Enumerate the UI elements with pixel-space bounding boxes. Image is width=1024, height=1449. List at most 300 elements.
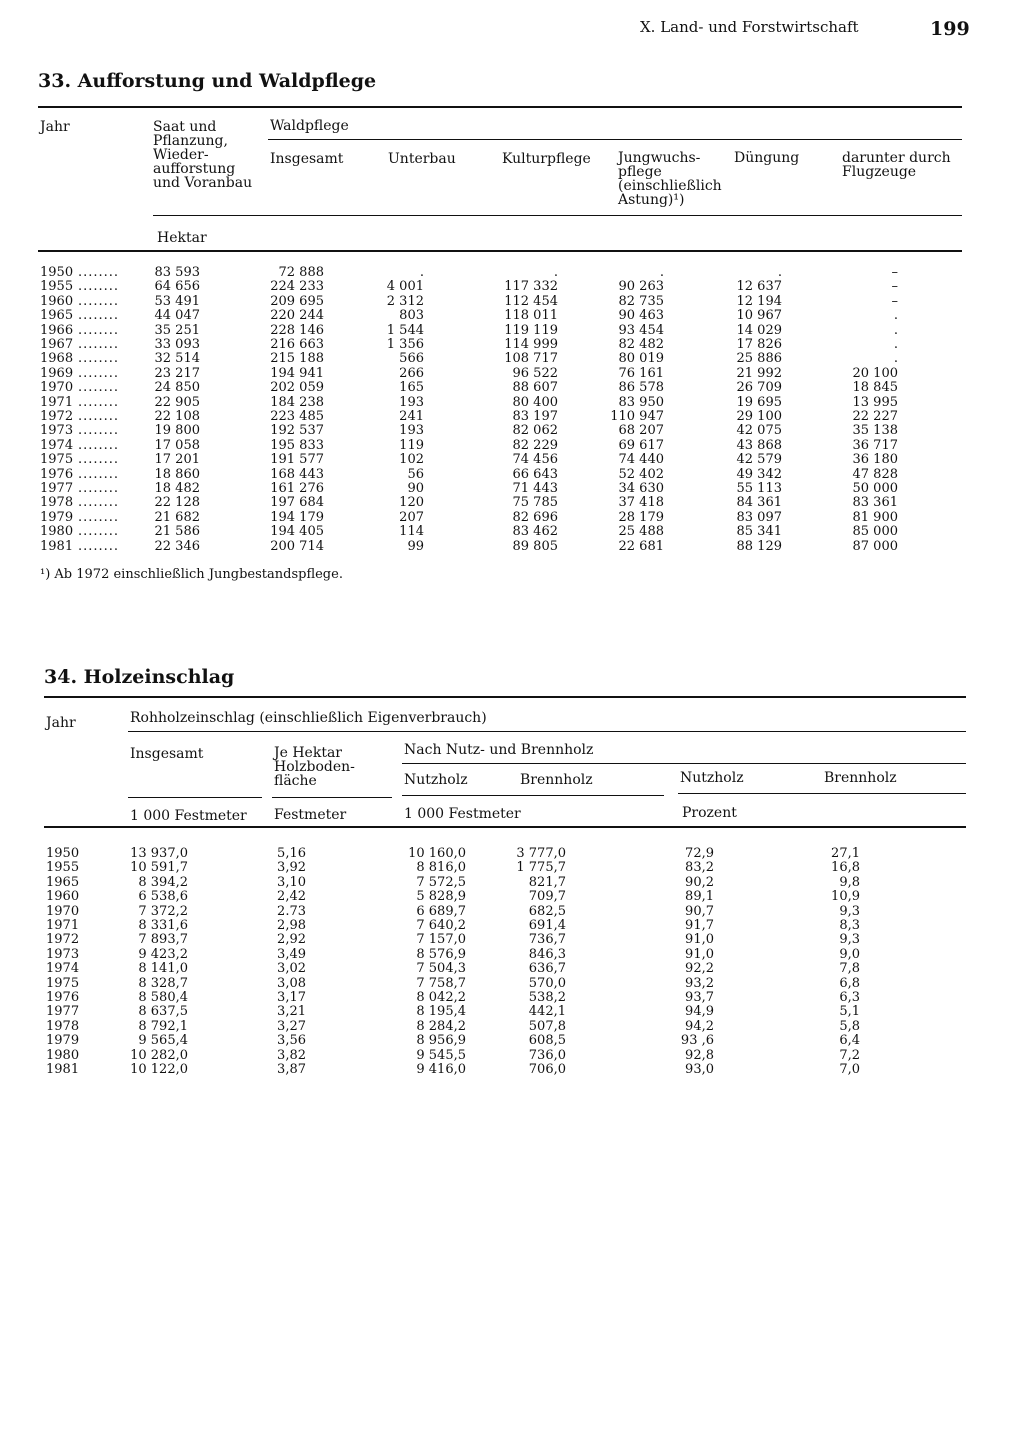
t34-brennholz-cell: 706,0: [528, 1062, 566, 1077]
t33-insgesamt-cell: 216 663: [270, 337, 324, 352]
t33-kulturpflege-cell: 74 456: [512, 452, 558, 468]
t34-nutzholz-cell: 8 195,4: [416, 1004, 466, 1020]
t34-brennholz-cell: 682,5: [528, 903, 566, 919]
page-number: 199: [930, 18, 970, 40]
t33-insgesamt-cell: 161 276: [270, 481, 324, 496]
t33-duengung-cell: 49 342: [736, 466, 782, 482]
t33-unit-hektar: Hektar: [157, 230, 207, 246]
t34-unit-fm: Festmeter: [274, 807, 347, 823]
t33-flugzeuge-cell: .: [893, 351, 898, 367]
t34-unit-fm1000b: 1 000 Festmeter: [404, 806, 521, 822]
t33-kulturpflege-cell: .: [553, 265, 558, 280]
t34-unit-prozent: Prozent: [682, 805, 737, 821]
t34-nutzholz-cell: 9 416,0: [416, 1062, 466, 1077]
t33-duengung-cell: 17 826: [736, 337, 782, 352]
t33-year: 1979: [40, 509, 74, 525]
table-34-title: 34. Holzeinschlag: [44, 666, 235, 688]
t34-brennholz-cell: 691,4: [528, 918, 566, 933]
t33-leader-dots: ........: [78, 351, 120, 367]
t34-brennholz-pct-cell: 5,1: [839, 1004, 860, 1020]
t33-flugzeuge-cell: 81 900: [852, 509, 898, 525]
table-33-top-rule: [38, 106, 962, 108]
t34-insgesamt-cell: 13 937,0: [130, 846, 188, 861]
t33-kulturpflege-cell: 83 462: [512, 524, 558, 540]
t33-duengung-cell: 83 097: [736, 509, 782, 525]
t33-unterbau-cell: 1 544: [386, 322, 424, 338]
t34-jehektar-cell: 3,27: [277, 1018, 306, 1034]
t33-jungwuchs-cell: 52 402: [618, 466, 664, 482]
t34-jehektar-cell: 3,82: [277, 1047, 306, 1063]
t33-saat-cell: 19 800: [154, 423, 200, 439]
t34-insgesamt-cell: 8 394,2: [138, 874, 188, 890]
t33-year: 1966: [40, 322, 74, 338]
t34-nutzholz-pct-cell: 92,2: [685, 961, 714, 977]
t34-brennholz-pct-cell: 9,8: [839, 874, 860, 890]
t34-brennholz-cell: 3 777,0: [516, 846, 566, 861]
t33-col-jungwuchs: Jungwuchs- pflege (einschließlich Astung)¹): [618, 150, 722, 208]
t34-insgesamt-cell: 9 423,2: [138, 946, 188, 962]
t34-nutzholz-pct-cell: 94,2: [685, 1018, 714, 1034]
t34-jehektar-cell: 3,21: [277, 1004, 306, 1020]
t33-leader-dots: ........: [78, 322, 120, 338]
t34-brennholz-cell: 636,7: [528, 961, 566, 977]
t34-col-nutzholz-pct: Nutzholz: [680, 770, 744, 786]
t33-duengung-cell: 21 992: [736, 365, 782, 381]
t34-insgesamt-cell: 7 372,2: [138, 903, 188, 919]
t33-leader-dots: ........: [78, 495, 120, 511]
running-head: X. Land- und Forstwirtschaft: [640, 18, 859, 36]
t33-saat-cell: 23 217: [154, 365, 200, 381]
t34-brennholz-cell: 1 775,7: [516, 860, 566, 876]
t34-insgesamt-cell: 8 331,6: [138, 918, 188, 933]
t34-jehektar-cell: 2,98: [277, 918, 306, 933]
t33-duengung-cell: 43 868: [736, 437, 782, 453]
t33-saat-cell: 18 860: [154, 466, 200, 482]
t33-flugzeuge-cell: 87 000: [852, 538, 898, 554]
t34-insgesamt-cell: 8 792,1: [138, 1018, 188, 1034]
t34-nutzholz-cell: 6 689,7: [416, 903, 466, 919]
t33-unterbau-cell: 2 312: [386, 293, 424, 309]
t33-kulturpflege-cell: 80 400: [512, 394, 558, 410]
t33-saat-cell: 35 251: [154, 322, 200, 338]
t33-kulturpflege-cell: 82 229: [512, 437, 558, 453]
t33-jungwuchs-cell: 90 463: [618, 308, 664, 324]
t33-jungwuchs-cell: 22 681: [618, 538, 664, 554]
t33-group-waldpflege: Waldpflege: [270, 118, 349, 134]
t34-col-insgesamt: Insgesamt: [130, 746, 204, 762]
t34-insgesamt-cell: 9 565,4: [138, 1033, 188, 1049]
t33-flugzeuge-cell: 85 000: [852, 524, 898, 540]
t33-year: 1972: [40, 409, 74, 424]
t34-brennholz-cell: 821,7: [528, 874, 566, 890]
t34-jehektar-cell: 2.73: [277, 903, 306, 919]
t33-unterbau-cell: 120: [399, 495, 424, 511]
t34-insgesamt-cell: 8 637,5: [138, 1004, 188, 1020]
t33-duengung-cell: .: [777, 265, 782, 280]
t33-kulturpflege-cell: 66 643: [512, 466, 558, 482]
t33-year: 1965: [40, 308, 74, 324]
t33-year: 1968: [40, 351, 74, 367]
t33-duengung-cell: 42 579: [736, 452, 782, 468]
t33-insgesamt-cell: 197 684: [270, 495, 324, 511]
t33-col-insgesamt: Insgesamt: [270, 151, 344, 167]
t34-insgesamt-cell: 10 591,7: [130, 860, 188, 876]
t33-saat-cell: 64 656: [154, 279, 200, 295]
t33-insgesamt-cell: 194 405: [270, 524, 324, 540]
t34-brennholz-cell: 608,5: [528, 1033, 566, 1049]
t34-nutzholz-cell: 7 157,0: [416, 932, 466, 948]
t33-unterbau-cell: 165: [399, 380, 424, 396]
t33-insgesamt-cell: 215 188: [270, 351, 324, 367]
t34-year: 1955: [46, 860, 80, 876]
t33-jungwuchs-cell: 69 617: [618, 437, 664, 453]
t34-brennholz-pct-cell: 9,3: [839, 932, 860, 948]
t34-nutzholz-cell: 7 758,7: [416, 975, 466, 991]
t34-year: 1950: [46, 846, 80, 861]
t33-unterbau-cell: 803: [399, 308, 424, 324]
t33-duengung-cell: 12 194: [736, 293, 782, 309]
t33-flugzeuge-cell: .: [893, 322, 898, 338]
t33-year: 1955: [40, 279, 74, 295]
t33-flugzeuge-cell: –: [891, 293, 898, 309]
t34-nutzholz-pct-cell: 93,0: [685, 1062, 714, 1077]
t33-kulturpflege-cell: 112 454: [504, 293, 558, 309]
t33-saat-cell: 53 491: [154, 293, 200, 309]
t33-kulturpflege-cell: 71 443: [512, 481, 558, 496]
t33-saat-cell: 22 346: [154, 538, 200, 554]
t34-year: 1972: [46, 932, 80, 948]
t34-brennholz-cell: 570,0: [528, 975, 566, 991]
t34-insgesamt-cell: 10 282,0: [130, 1047, 188, 1063]
t33-leader-dots: ........: [78, 466, 120, 482]
t33-col-unterbau: Unterbau: [388, 151, 456, 167]
t33-year: 1974: [40, 437, 74, 453]
t34-nutzholz-cell: 5 828,9: [416, 889, 466, 905]
t34-jehektar-cell: 2,42: [277, 889, 306, 905]
t33-leader-dots: ........: [78, 265, 120, 280]
t33-saat-cell: 22 108: [154, 409, 200, 424]
t34-nutzholz-pct-cell: 91,0: [685, 932, 714, 948]
t34-brennholz-pct-cell: 5,8: [839, 1018, 860, 1034]
t33-insgesamt-cell: 194 941: [270, 365, 324, 381]
t34-brennholz-pct-cell: 6,4: [839, 1033, 860, 1049]
t33-unterbau-cell: 119: [399, 437, 424, 453]
t34-col-jehektar: Je Hektar Holzboden- fläche: [274, 745, 355, 789]
t33-insgesamt-cell: 72 888: [278, 265, 324, 280]
t34-nutzholz-pct-cell: 72,9: [685, 846, 714, 861]
t34-jehektar-cell: 5,16: [277, 846, 306, 861]
t33-leader-dots: ........: [78, 394, 120, 410]
t33-flugzeuge-cell: 20 100: [852, 365, 898, 381]
t34-nutzholz-cell: 8 042,2: [416, 990, 466, 1005]
t34-year: 1977: [46, 1004, 80, 1020]
t33-year: 1970: [40, 380, 74, 396]
t33-flugzeuge-cell: 13 995: [852, 394, 898, 410]
t34-nutzholz-cell: 10 160,0: [408, 846, 466, 861]
t33-saat-cell: 18 482: [154, 481, 200, 496]
t34-brennholz-pct-cell: 10,9: [831, 889, 860, 905]
t33-leader-dots: ........: [78, 308, 120, 324]
t34-nutzholz-pct-cell: 91,7: [685, 918, 714, 933]
t34-nutzholz-pct-cell: 93,2: [685, 975, 714, 991]
t33-insgesamt-cell: 223 485: [270, 409, 324, 424]
t33-kulturpflege-cell: 88 607: [512, 380, 558, 396]
t33-insgesamt-cell: 168 443: [270, 466, 324, 482]
t33-insgesamt-cell: 192 537: [270, 423, 324, 439]
t34-brennholz-cell: 442,1: [528, 1004, 566, 1020]
t33-year: 1969: [40, 365, 74, 381]
t34-unit-rule-4: [678, 793, 966, 794]
t34-year: 1973: [46, 946, 80, 962]
t34-jehektar-cell: 3,10: [277, 874, 306, 890]
t33-col-jahr: Jahr: [40, 119, 70, 135]
t33-jungwuchs-cell: 34 630: [618, 481, 664, 496]
t34-year: 1965: [46, 874, 80, 890]
t33-flugzeuge-cell: 47 828: [852, 466, 898, 482]
t34-insgesamt-cell: 8 580,4: [138, 990, 188, 1005]
t33-jungwuchs-cell: .: [659, 265, 664, 280]
t33-kulturpflege-cell: 89 805: [512, 538, 558, 554]
t33-leader-dots: ........: [78, 538, 120, 554]
t33-year: 1971: [40, 394, 74, 410]
t33-flugzeuge-cell: 50 000: [852, 481, 898, 496]
t33-insgesamt-cell: 224 233: [270, 279, 324, 295]
t33-leader-dots: ........: [78, 509, 120, 525]
t33-flugzeuge-cell: 35 138: [852, 423, 898, 439]
t33-unterbau-cell: 193: [399, 423, 424, 439]
t33-jungwuchs-cell: 28 179: [618, 509, 664, 525]
t33-duengung-cell: 14 029: [736, 322, 782, 338]
t34-unit-rule-2: [272, 797, 392, 798]
t34-brennholz-pct-cell: 7,8: [839, 961, 860, 977]
t33-col-saat: Saat und Pflanzung, Wieder- aufforstung und Voranbau: [153, 119, 253, 191]
t34-unit-rule-1: [128, 797, 262, 798]
t33-leader-dots: ........: [78, 481, 120, 496]
t33-duengung-cell: 25 886: [736, 351, 782, 367]
t33-jungwuchs-cell: 25 488: [618, 524, 664, 540]
t33-flugzeuge-cell: –: [891, 265, 898, 280]
t33-unterbau-cell: 56: [407, 466, 424, 482]
t33-flugzeuge-cell: .: [893, 308, 898, 324]
t33-saat-cell: 44 047: [154, 308, 200, 324]
table-34-top-rule: [44, 696, 966, 698]
t33-unterbau-cell: 566: [399, 351, 424, 367]
t34-jehektar-cell: 3,08: [277, 975, 306, 991]
t33-year: 1967: [40, 337, 74, 352]
t34-insgesamt-cell: 10 122,0: [130, 1062, 188, 1077]
t33-saat-cell: 21 586: [154, 524, 200, 540]
t33-insgesamt-cell: 200 714: [270, 538, 324, 554]
t33-duengung-cell: 10 967: [736, 308, 782, 324]
t33-duengung-cell: 42 075: [736, 423, 782, 439]
t33-col-kulturpflege: Kulturpflege: [502, 151, 591, 167]
t33-saat-cell: 17 201: [154, 452, 200, 468]
t33-jungwuchs-cell: 90 263: [618, 279, 664, 295]
t33-jungwuchs-cell: 80 019: [618, 351, 664, 367]
t34-brennholz-pct-cell: 9,0: [839, 946, 860, 962]
t34-nutzholz-pct-cell: 90,7: [685, 903, 714, 919]
t34-nutzholz-cell: 8 956,9: [416, 1033, 466, 1049]
t34-brennholz-pct-cell: 8,3: [839, 918, 860, 933]
t33-kulturpflege-cell: 82 062: [512, 423, 558, 439]
t33-insgesamt-cell: 184 238: [270, 394, 324, 410]
t33-leader-dots: ........: [78, 365, 120, 381]
t34-brennholz-cell: 846,3: [528, 946, 566, 962]
t33-insgesamt-cell: 220 244: [270, 308, 324, 324]
t34-year: 1978: [46, 1018, 80, 1034]
t33-duengung-cell: 84 361: [736, 495, 782, 511]
t33-insgesamt-cell: 191 577: [270, 452, 324, 468]
t34-brennholz-cell: 538,2: [528, 990, 566, 1005]
t34-nutzholz-cell: 8 816,0: [416, 860, 466, 876]
t34-nutzholz-pct-cell: 89,1: [685, 889, 714, 905]
t33-flugzeuge-cell: 36 717: [852, 437, 898, 453]
t33-year: 1981: [40, 538, 74, 554]
t33-leader-dots: ........: [78, 380, 120, 396]
t33-jungwuchs-cell: 82 735: [618, 293, 664, 309]
t34-brennholz-cell: 709,7: [528, 889, 566, 905]
t34-nutzholz-pct-cell: 93 ,6: [680, 1033, 714, 1049]
t33-unterbau-cell: 193: [399, 394, 424, 410]
t33-duengung-cell: 29 100: [736, 409, 782, 424]
t34-year: 1971: [46, 918, 80, 933]
t34-year: 1976: [46, 990, 80, 1005]
t34-unit-fm1000: 1 000 Festmeter: [130, 808, 247, 824]
t34-insgesamt-cell: 8 328,7: [138, 975, 188, 991]
t33-jungwuchs-cell: 37 418: [618, 495, 664, 511]
t33-kulturpflege-cell: 108 717: [504, 351, 558, 367]
t33-kulturpflege-cell: 83 197: [512, 409, 558, 424]
t33-year: 1975: [40, 452, 74, 468]
t33-leader-dots: ........: [78, 524, 120, 540]
t33-leader-dots: ........: [78, 437, 120, 453]
t33-unterbau-cell: 241: [399, 409, 424, 424]
t33-year: 1960: [40, 293, 74, 309]
t34-brennholz-pct-cell: 7,0: [839, 1062, 860, 1077]
t34-jehektar-cell: 3,56: [277, 1033, 306, 1049]
t34-nutzholz-cell: 7 572,5: [416, 874, 466, 890]
t33-duengung-cell: 88 129: [736, 538, 782, 554]
t33-flugzeuge-cell: .: [893, 337, 898, 352]
t34-unit-rule-3: [402, 795, 664, 796]
t33-col-flugzeuge: darunter durch Flugzeuge: [842, 150, 951, 180]
t34-insgesamt-cell: 6 538,6: [138, 889, 188, 905]
t34-year: 1975: [46, 975, 80, 991]
t33-kulturpflege-cell: 96 522: [512, 365, 558, 381]
t33-flugzeuge-cell: 83 361: [852, 495, 898, 511]
t33-jungwuchs-cell: 68 207: [618, 423, 664, 439]
t33-year: 1976: [40, 466, 74, 482]
t33-jungwuchs-cell: 93 454: [618, 322, 664, 338]
t34-nutzholz-pct-cell: 90,2: [685, 874, 714, 890]
t34-brennholz-pct-cell: 7,2: [839, 1047, 860, 1063]
t34-header-bottom-rule: [44, 826, 966, 828]
t34-col-nutzholz: Nutzholz: [404, 772, 468, 788]
t33-saat-cell: 24 850: [154, 380, 200, 396]
t34-rohholz-rule: [128, 731, 966, 732]
t33-duengung-cell: 55 113: [736, 481, 782, 496]
t34-year: 1979: [46, 1033, 80, 1049]
t33-saat-cell: 22 905: [154, 394, 200, 410]
t33-jungwuchs-cell: 82 482: [618, 337, 664, 352]
t34-brennholz-cell: 736,0: [528, 1047, 566, 1063]
t34-brennholz-pct-cell: 16,8: [831, 860, 860, 876]
t33-leader-dots: ........: [78, 279, 120, 295]
t34-nutzholz-pct-cell: 93,7: [685, 990, 714, 1005]
t34-nutzholz-cell: 7 640,2: [416, 918, 466, 933]
t33-unit-rule: [153, 215, 962, 216]
t33-flugzeuge-cell: 36 180: [852, 452, 898, 468]
t33-year: 1977: [40, 481, 74, 496]
t33-unterbau-cell: .: [419, 265, 424, 280]
t33-duengung-cell: 85 341: [736, 524, 782, 540]
t34-jehektar-cell: 3,17: [277, 990, 306, 1005]
t33-flugzeuge-cell: 22 227: [852, 409, 898, 424]
t33-leader-dots: ........: [78, 409, 120, 424]
t34-nutzholz-cell: 8 576,9: [416, 946, 466, 962]
t34-year: 1981: [46, 1062, 80, 1077]
t33-saat-cell: 22 128: [154, 495, 200, 511]
t34-nutzholz-pct-cell: 91,0: [685, 946, 714, 962]
t33-year: 1973: [40, 423, 74, 439]
t33-year: 1980: [40, 524, 74, 540]
t34-nutzholz-cell: 9 545,5: [416, 1047, 466, 1063]
t33-col-duengung: Düngung: [734, 150, 800, 166]
t34-year: 1970: [46, 903, 80, 919]
t34-jehektar-cell: 3,92: [277, 860, 306, 876]
t33-duengung-cell: 19 695: [736, 394, 782, 410]
t34-brennholz-cell: 736,7: [528, 932, 566, 948]
t33-saat-cell: 33 093: [154, 337, 200, 352]
t33-kulturpflege-cell: 82 696: [512, 509, 558, 525]
t33-leader-dots: ........: [78, 293, 120, 309]
t34-jehektar-cell: 3,49: [277, 946, 306, 962]
t34-nutzholz-cell: 8 284,2: [416, 1018, 466, 1034]
t33-saat-cell: 21 682: [154, 509, 200, 525]
t34-insgesamt-cell: 8 141,0: [138, 961, 188, 977]
t33-flugzeuge-cell: –: [891, 279, 898, 295]
t34-jehektar-cell: 2,92: [277, 932, 306, 948]
t34-col-brennholz: Brennholz: [520, 772, 593, 788]
t34-nutzholz-pct-cell: 94,9: [685, 1004, 714, 1020]
t34-nutzholz-cell: 7 504,3: [416, 961, 466, 977]
t33-kulturpflege-cell: 75 785: [512, 495, 558, 511]
t33-unterbau-cell: 4 001: [386, 279, 424, 295]
t33-jungwuchs-cell: 83 950: [618, 394, 664, 410]
t33-unterbau-cell: 90: [407, 481, 424, 496]
t33-footnote: ¹) Ab 1972 einschließlich Jungbestandspflege.: [40, 567, 343, 582]
t33-saat-cell: 83 593: [154, 265, 200, 280]
t33-insgesamt-cell: 194 179: [270, 509, 324, 525]
t34-group-rohholz: Rohholzeinschlag (einschließlich Eigenverbrauch): [130, 710, 487, 726]
t33-jungwuchs-cell: 76 161: [618, 365, 664, 381]
t33-unterbau-cell: 99: [407, 538, 424, 554]
t33-jungwuchs-cell: 110 947: [610, 409, 664, 424]
t33-year: 1978: [40, 495, 74, 511]
t34-brennholz-pct-cell: 6,8: [839, 975, 860, 991]
t34-year: 1974: [46, 961, 80, 977]
t33-leader-dots: ........: [78, 452, 120, 468]
t34-brennholz-pct-cell: 27,1: [831, 846, 860, 861]
t33-jungwuchs-cell: 74 440: [618, 452, 664, 468]
t34-brennholz-pct-cell: 6,3: [839, 990, 860, 1005]
t33-waldpflege-rule: [268, 139, 962, 140]
t33-unterbau-cell: 102: [399, 452, 424, 468]
t34-col-jahr: Jahr: [46, 715, 76, 731]
t33-insgesamt-cell: 228 146: [270, 322, 324, 338]
t33-kulturpflege-cell: 118 011: [504, 308, 558, 324]
t33-jungwuchs-cell: 86 578: [618, 380, 664, 396]
